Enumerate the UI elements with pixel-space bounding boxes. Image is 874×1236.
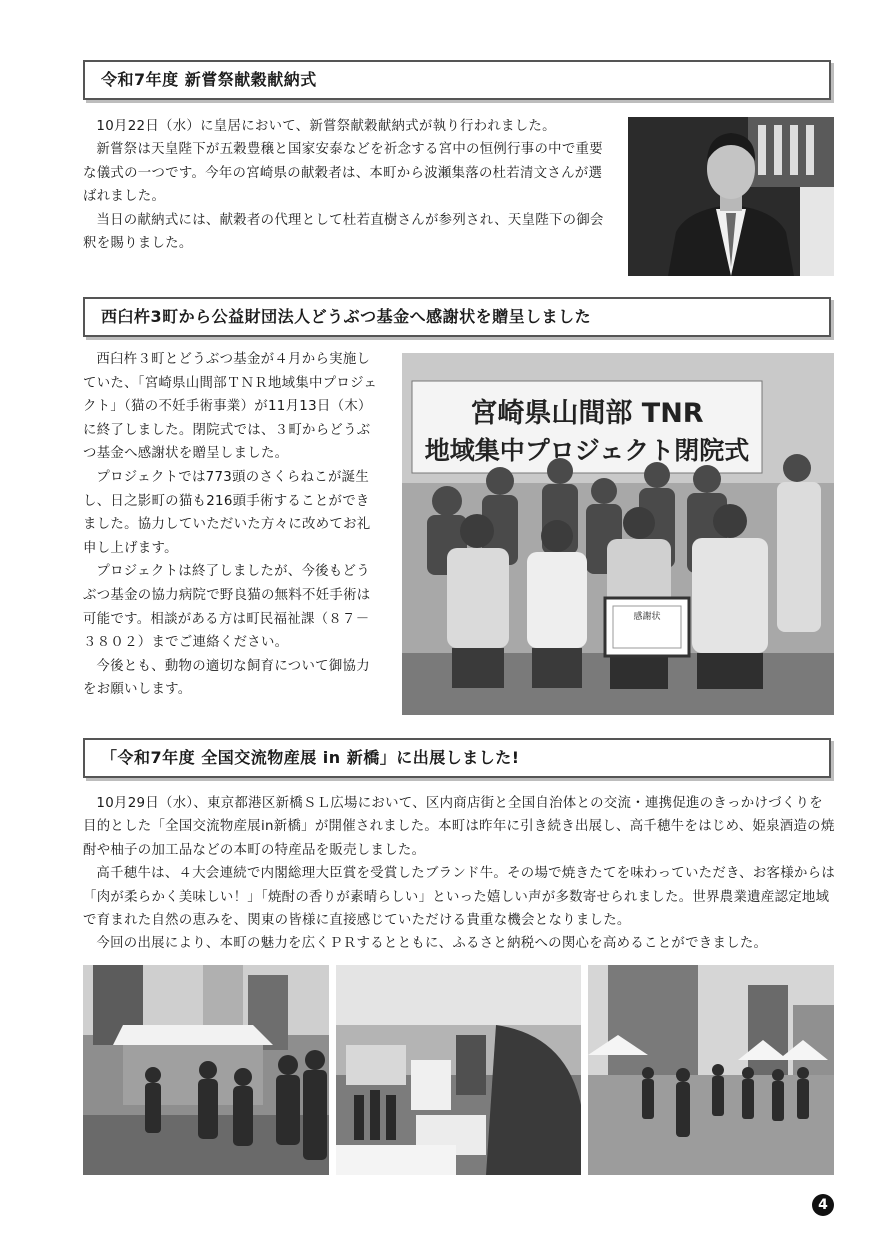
paragraph: 当日の献納式には、献穀者の代理として杜若直樹さんが参列され、天皇陛下の御会釈を賜りました。: [83, 212, 604, 252]
event-booth-photo: [83, 965, 329, 1175]
paragraph: 今後とも、動物の適切な飼育について御協力をお願いします。: [83, 658, 370, 698]
ceremony-group-photo: [402, 353, 834, 715]
paragraph: 高千穂牛は、４大会連続で内閣総理大臣賞を受賞したブランド牛。その場で焼きたてを味わっていただき、お客様からは「肉が柔らかく美味しい！」「焼酎の香りが素晴らしい」といった嬉しい声が多数寄せられました。世界農業遺産認定地域で育まれた自然の恵みを、関東の皆様に直接感じていただける貴重な機会となりました。: [83, 866, 836, 929]
paragraph: 西臼杵３町とどうぶつ基金が４月から実施していた、「宮崎県山間部ＴＮＲ地域集中プロジェクト」（猫の不妊手術事業）が11月13日（木）に終了しました。閉院式では、３町からどうぶつ基金へ感謝状を贈呈しました。: [83, 352, 378, 462]
banner-line-2: 地域集中プロジェクト閉院式: [424, 436, 750, 465]
paragraph: 10月29日（水）、東京都港区新橋ＳＬ広場において、区内商店街と全国自治体との交流・連携促進のきっかけづくりを目的とした「全国交流物産展in新橋」が開催されました。本町は昨年に引き続き出展し、高千穂牛をはじめ、姫泉酒造の焼酎や柚子の加工品などの本町の特産品を販売しました。: [83, 796, 835, 858]
paragraph: プロジェクトは終了しましたが、今後もどうぶつ基金の協力病院で野良猫の無料不妊手術は可能です。相談がある方は町民福祉課（８７－３８０２）までご連絡ください。: [83, 564, 371, 651]
section-body-doubutsu: [83, 348, 383, 702]
certificate-label: 感謝状: [633, 612, 661, 622]
paragraph: 今回の出展により、本町の魅力を広くＰＲするとともに、ふるさと納税への関心を高めることができました。: [96, 936, 768, 952]
paragraph: プロジェクトでは773頭のさくらねこが誕生し、日之影町の猫も216頭手術することができました。協力していただいた方々に改めてお礼申し上げます。: [83, 469, 371, 556]
section-title-niiname: 令和7年度 新嘗祭献穀献納式: [83, 60, 831, 100]
banner-line-1: 宮崎県山間部 TNR: [470, 398, 704, 429]
paragraph: 10月22日（水）に皇居において、新嘗祭献穀献納式が執り行われました。: [96, 119, 556, 134]
section-body-niiname: [83, 115, 615, 255]
page-number: 4: [812, 1194, 834, 1216]
section-body-shinbashi: [83, 792, 835, 956]
paragraph: 新嘗祭は天皇陛下が五穀豊穣と国家安泰などを祈念する宮中の恒例行事の中で重要な儀式の一つです。今年の宮崎県の献穀者は、本町から波瀬集落の杜若清文さんが選ばれました。: [83, 142, 603, 205]
square-crowd-photo: [588, 965, 834, 1175]
section-title-shinbashi: 「令和7年度 全国交流物産展 in 新橋」に出展しました!: [83, 738, 831, 778]
section-title-doubutsu: 西臼杵3町から公益財団法人どうぶつ基金へ感謝状を贈呈しました: [83, 297, 831, 337]
products-photo: [336, 965, 581, 1175]
portrait-photo: [628, 117, 834, 276]
